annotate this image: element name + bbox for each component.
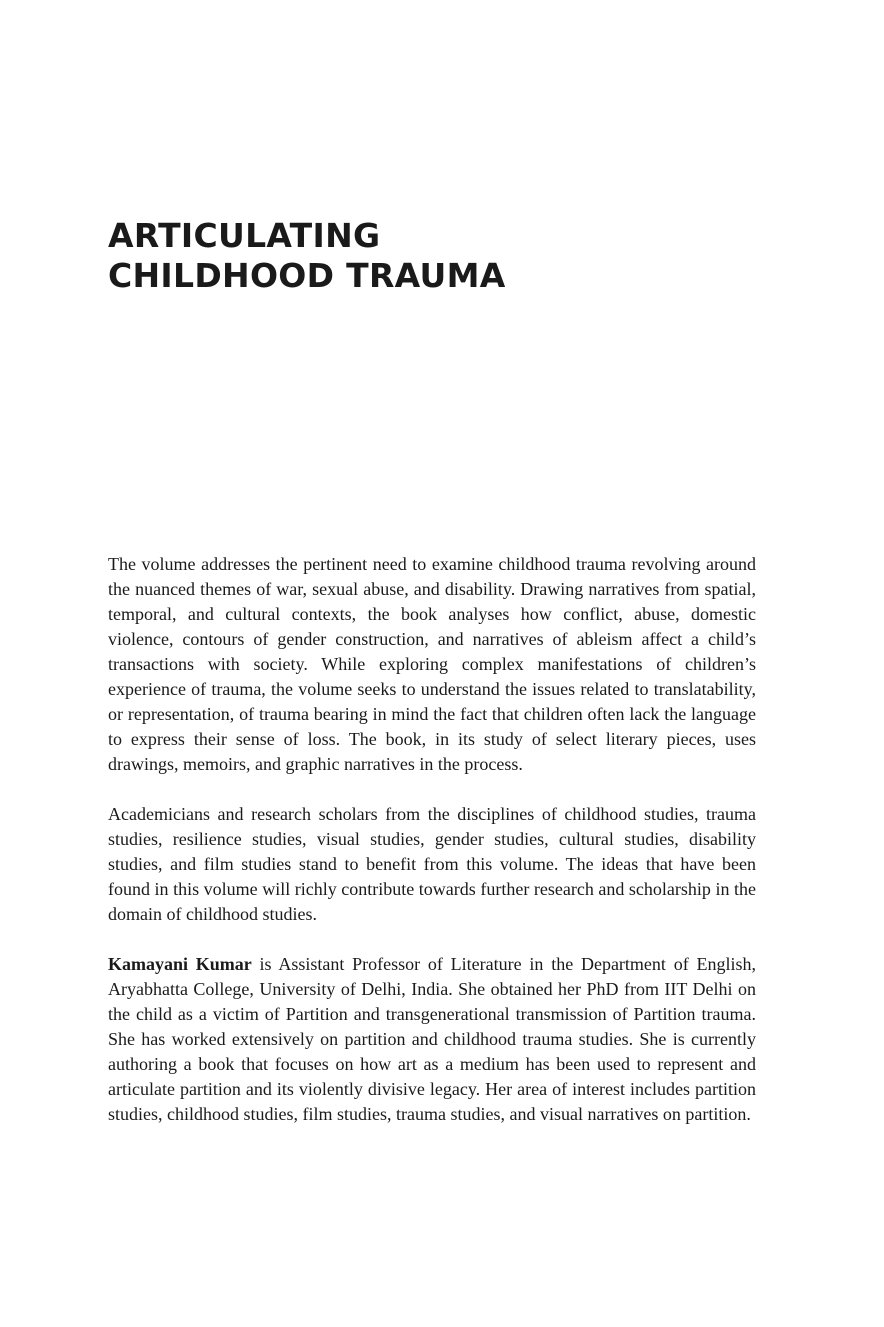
book-title-line-2: CHILDHOOD TRAUMA	[108, 256, 506, 295]
book-title-line-1: ARTICULATING	[108, 216, 381, 255]
back-cover-text	[108, 552, 756, 1127]
author-bio-text: is Assistant Professor of Literature in the Department of English, Aryabhatta College, University of Delhi, India. She obtained her PhD from IIT Delhi on the child as a victim of Partition and transgenerational transmission of Partition trauma. She has worked extensively on partition and childhood trauma studies. She is currently authoring a book that focuses on how art as a medium has been used to represent and articulate partition and its violently divisive legacy. Her area of interest includes partition studies, childhood studies, film studies, trauma studies, and visual narratives on partition.	[108, 954, 756, 1124]
author-bio-paragraph	[108, 952, 756, 1127]
book-title	[108, 216, 768, 296]
description-paragraph-2: Academicians and research scholars from the disciplines of childhood studies, trauma studies, resilience studies, visual studies, gender studies, cultural studies, disability studies, and film studies stand to benefit from this volume. The ideas that have been found in this volume will richly contribute towards further research and scholarship in the domain of childhood studies.	[108, 804, 756, 924]
description-paragraph-1: The volume addresses the pertinent need to examine childhood trauma revolving around the nuanced themes of war, sexual abuse, and disability. Drawing narratives from spatial, temporal, and cultural contexts, the book analyses how conflict, abuse, domestic violence, contours of gender construction, and narratives of ableism affect a child’s transactions with society. While exploring complex manifestations of children’s experience of trauma, the volume seeks to understand the issues related to translatability, or representation, of trauma bearing in mind the fact that children often lack the language to express their sense of loss. The book, in its study of select literary pieces, uses drawings, memoirs, and graphic narratives in the process.	[108, 554, 756, 774]
author-name: Kamayani Kumar	[108, 954, 252, 974]
